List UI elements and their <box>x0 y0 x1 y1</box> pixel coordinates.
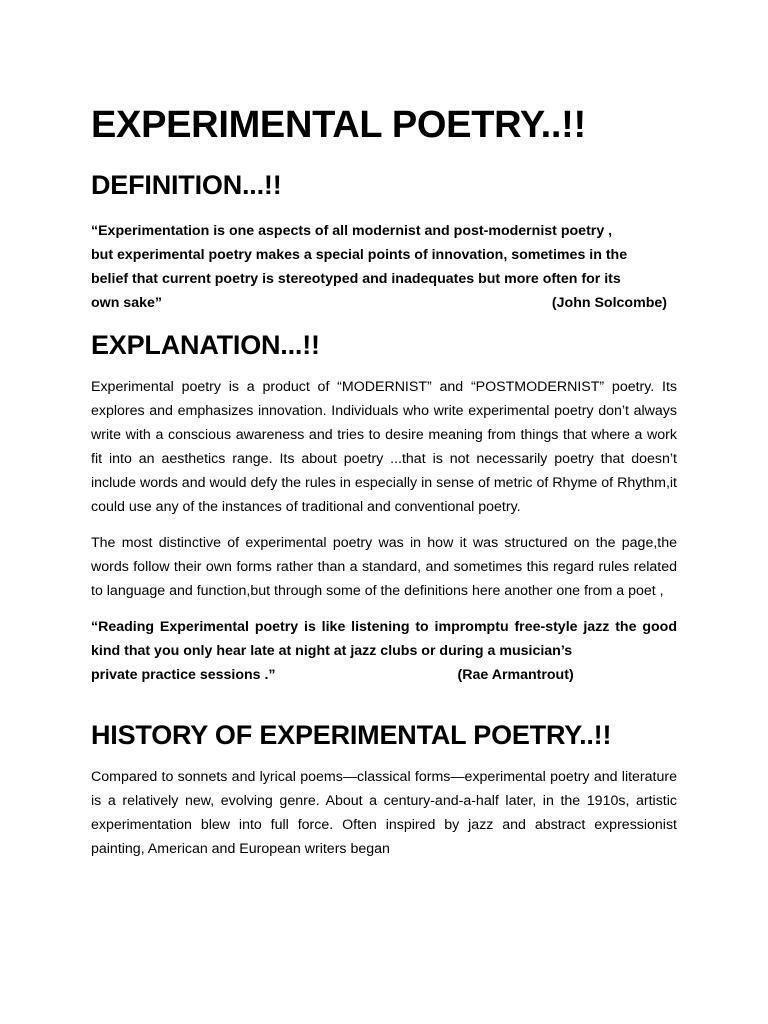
definition-quote-last-line <box>91 291 677 315</box>
definition-quote-line: but experimental poetry makes a special points of innovation, sometimes in the <box>91 247 628 263</box>
explanation-heading: EXPLANATION...!! <box>91 330 320 360</box>
explanation-attribution: (Rae Armantrout) <box>457 667 574 683</box>
history-heading: HISTORY OF EXPERIMENTAL POETRY..!! <box>91 720 612 750</box>
document-content <box>91 97 677 861</box>
explanation-quote-last-line <box>91 663 677 687</box>
definition-quote-line: “Experimentation is one aspects of all modernist and post-modernist poetry , <box>91 223 613 239</box>
explanation-quote-text: “Reading Experimental poetry is like listening to impromptu free-style jazz the good kind that you only hear late at night at jazz clubs or during a musician’s <box>91 619 677 659</box>
explanation-paragraph: Experimental poetry is a product of “MODERNIST” and “POSTMODERNIST” poetry. Its explores and emphasizes innovation. Individuals who write experimental poetry don’t always write with a conscious awareness and tries to desire meaning from things that where a work fit into an aesthetics range. Its about poetry ...that is not necessarily poetry that doesn’t include words and would defy the rules in especially in sense of metric of Rhyme of Rhythm,it could use any of the instances of traditional and conventional poetry. <box>91 379 677 515</box>
history-paragraph: Compared to sonnets and lyrical poems—classical forms—experimental poetry and literature is a relatively new, evolving genre. About a century-and-a-half later, in the 1910s, artistic experimentation blew into full force. Often inspired by jazz and abstract expressionist painting, American and European writers began <box>91 769 677 857</box>
explanation-quote-end: private practice sessions .” <box>91 667 276 683</box>
definition-quote <box>91 219 677 315</box>
definition-heading: DEFINITION...!! <box>91 170 282 200</box>
explanation-quote <box>91 615 677 687</box>
document-title: EXPERIMENTAL POETRY..!! <box>91 104 586 146</box>
definition-quote-end: own sake” <box>91 295 162 311</box>
definition-quote-line: belief that current poetry is stereotyped and inadequates but more often for its <box>91 271 621 287</box>
definition-attribution: (John Solcombe) <box>551 295 667 311</box>
explanation-paragraph: The most distinctive of experimental poetry was in how it was structured on the page,the words follow their own forms rather than a standard, and sometimes this regard rules related to language and function,but through some of the definitions here another one from a poet , <box>91 535 677 599</box>
